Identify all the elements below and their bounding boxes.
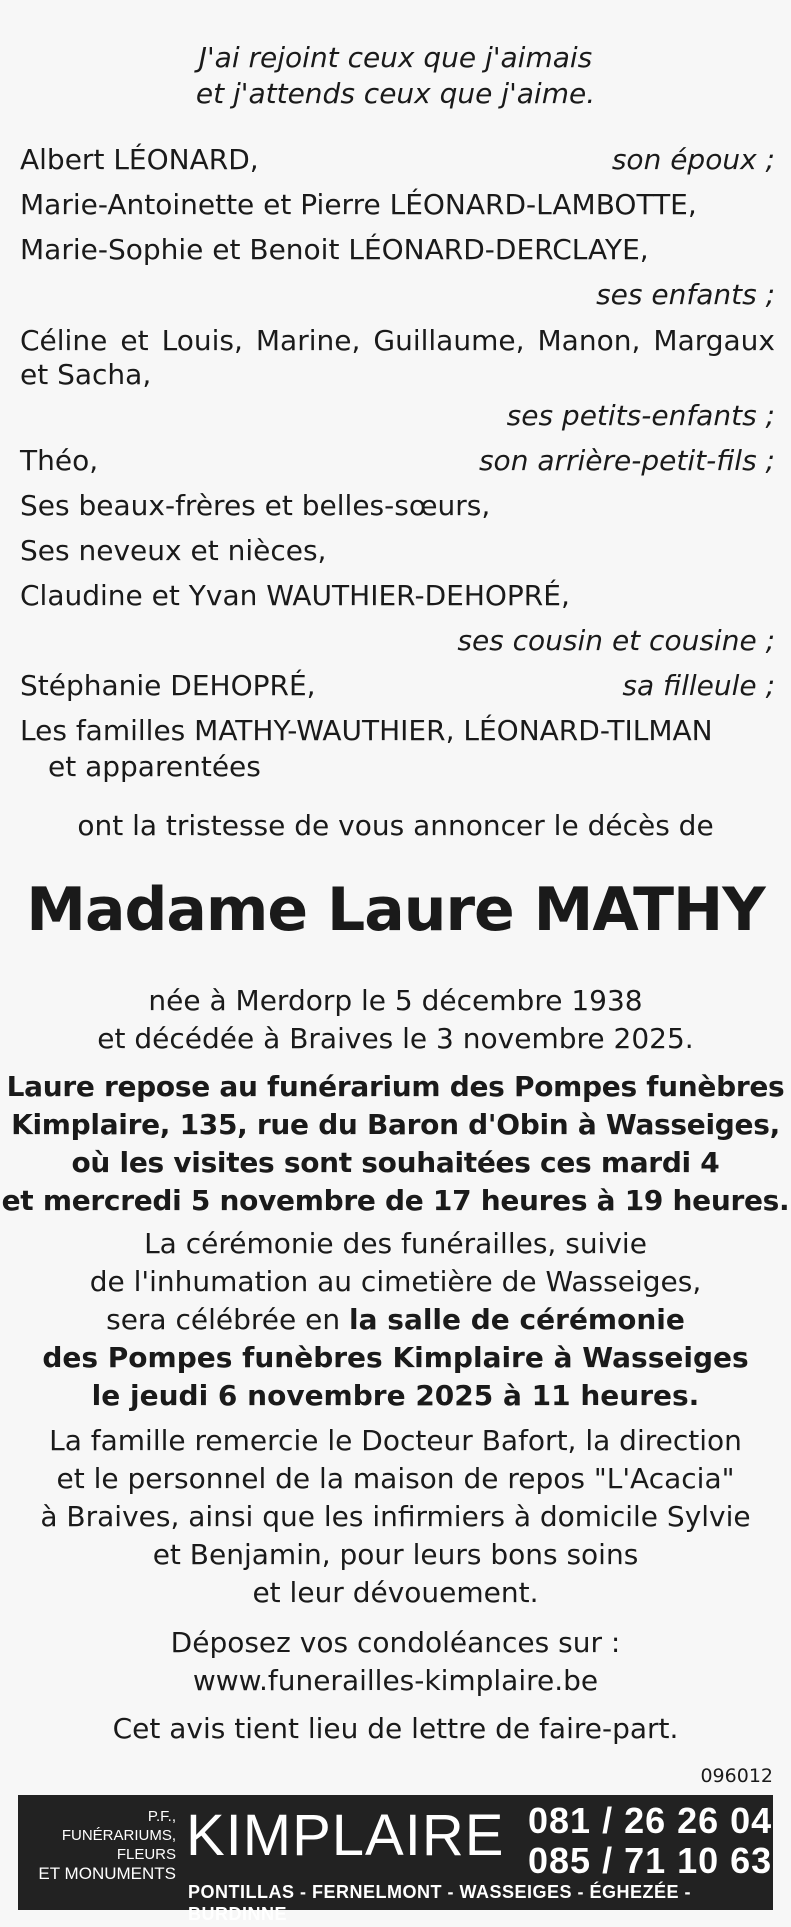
date-line: et décédée à Braives le 3 novembre 2025. [97,1022,694,1055]
family-row [20,230,775,275]
brand-name: KIMPLAIRE [186,1803,505,1868]
family-name: Albert LÉONARD, [20,143,259,176]
poem-line: et j'attends ceux que j'aime. [195,77,596,110]
funeral-home-banner [18,1795,773,1924]
family-name: Marie-Antoinette et Pierre LÉONARD-LAMBOTTE, [20,188,697,221]
family-name: Marie-Sophie et Benoit LÉONARD-DERCLAYE, [20,233,649,266]
poem [0,40,791,112]
condolences [0,1624,791,1700]
reference-number: 096012 [700,1765,773,1787]
ceremony-line: La cérémonie des funérailles, suivie [144,1227,647,1260]
family-name: Stéphanie DEHOPRÉ, [20,669,316,702]
phone-number: 085 / 71 10 63 [528,1840,773,1881]
family-name: Ses beaux-frères et belles-sœurs, [20,489,491,522]
thanks-line: et leur dévouement. [252,1576,539,1609]
family-row [20,441,775,486]
service-item: ET MONUMENTS [38,1864,176,1883]
family-name: Claudine et Yvan WAUTHIER-DEHOPRÉ, [20,579,570,612]
notice: Cet avis tient lieu de lettre de faire-part. [112,1712,679,1745]
deceased-name: Madame Laure MATHY [26,875,765,945]
family-role: ses enfants ; [596,278,775,311]
repose-line: Laure repose au funérarium des Pompes funèbres [6,1070,785,1103]
family-role: ses petits-enfants ; [506,399,775,432]
thanks [0,1422,791,1612]
family-row [20,531,775,576]
family-row [20,486,775,531]
family-row [20,621,775,666]
service-item: P.F., [147,1808,176,1825]
date-line: née à Merdorp le 5 décembre 1938 [148,984,643,1017]
repose-info [0,1068,791,1220]
service-item: FUNÉRARIUMS, [61,1827,176,1844]
condolences-line: Déposez vos condoléances sur : [170,1626,621,1659]
ceremony-venue: la salle de cérémonie [349,1303,685,1336]
family-row [20,711,775,747]
phone-numbers [528,1801,772,1881]
repose-line: où les visites sont souhaitées ces mardi 4 [71,1146,720,1179]
locations: PONTILLAS - FERNELMONT - WASSEIGES - ÉGHEZÉE - BURDINNE [188,1882,692,1924]
family-row [20,140,775,185]
repose-line: Kimplaire, 135, rue du Baron d'Obin à Wasseiges, [11,1108,780,1141]
family-names-wrapped: Céline et Louis, Marine, Guillaume, Manon, Margaux et Sacha, [20,324,775,391]
ceremony-line: des Pompes funèbres Kimplaire à Wasseiges [42,1341,749,1374]
family-row [20,576,775,621]
ceremony-line: le jeudi 6 novembre 2025 à 11 heures. [91,1379,700,1412]
thanks-line: et Benjamin, pour leurs bons soins [152,1538,639,1571]
ceremony-line: de l'inhumation au cimetière de Wasseiges, [89,1265,702,1298]
family-row [20,185,775,230]
ceremony-text: sera célébrée en [106,1303,350,1336]
thanks-line: et le personnel de la maison de repos "L'Acacia" [56,1462,735,1495]
poem-line: J'ai rejoint ceux que j'aimais [198,41,593,74]
family-name: Théo, [20,444,99,477]
ceremony-info [0,1225,791,1415]
family-name: et apparentées [48,750,261,783]
ceremony-line [0,1301,791,1339]
condolences-url: www.funerailles-kimplaire.be [192,1664,599,1697]
repose-line: et mercredi 5 novembre de 17 heures à 19 heures. [1,1184,790,1217]
phone-number: 081 / 26 26 04 [528,1800,773,1841]
service-item: FLEURS [116,1846,176,1863]
family-role: son époux ; [611,143,775,176]
family-row [20,666,775,711]
family-role: ses cousin et cousine ; [457,624,775,657]
announcement: ont la tristesse de vous annoncer le décès de [77,809,714,842]
family-row [20,396,775,441]
family-role: sa filleule ; [622,669,775,702]
birth-death-dates [0,982,791,1058]
family-row [20,275,775,320]
family-name: Ses neveux et nièces, [20,534,327,567]
services-list [18,1807,176,1883]
family-name: Les familles MATHY-WAUTHIER, LÉONARD-TILMAN [20,714,713,747]
thanks-line: La famille remercie le Docteur Bafort, la direction [49,1424,742,1457]
family-role: son arrière-petit-fils ; [478,444,775,477]
family-list [20,140,775,787]
thanks-line: à Braives, ainsi que les infirmiers à domicile Sylvie [40,1500,751,1533]
